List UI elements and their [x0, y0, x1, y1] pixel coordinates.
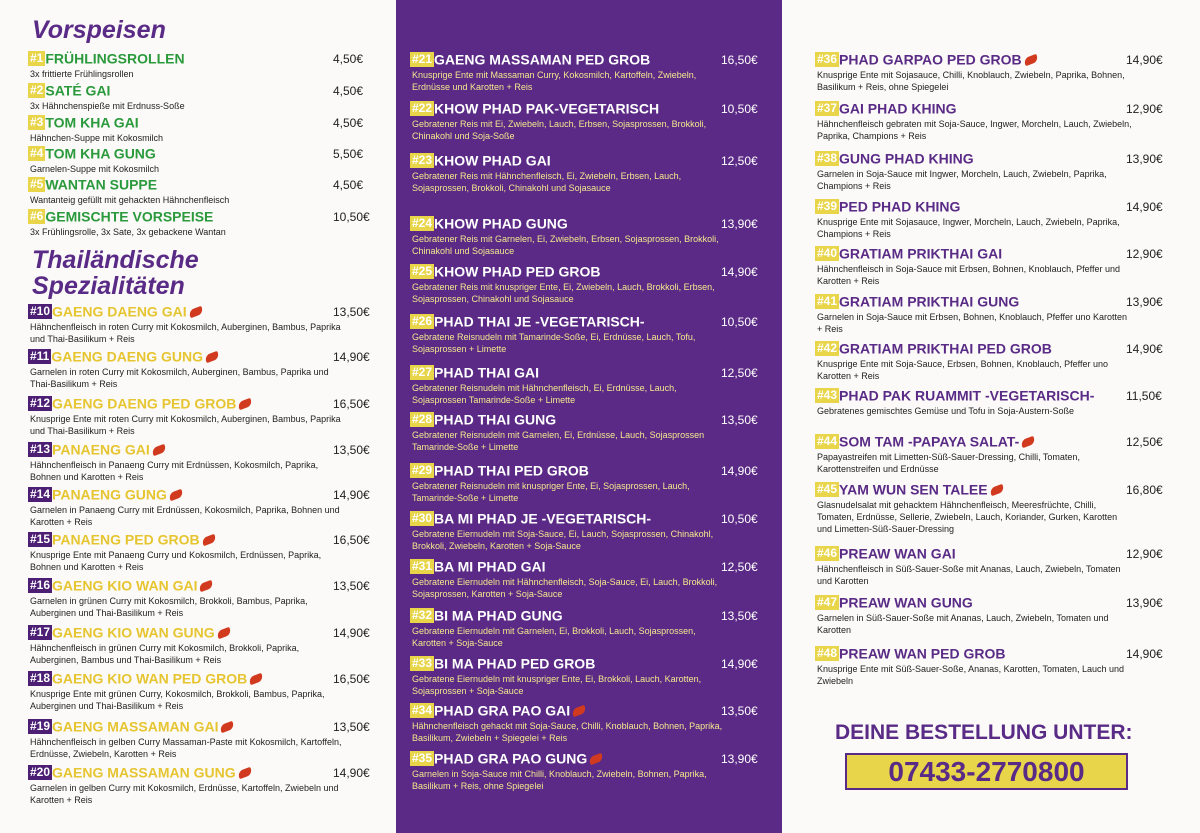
- item-price: 13,50€: [333, 305, 370, 319]
- item-price: 13,50€: [721, 704, 758, 718]
- item-name: WANTAN SUPPE: [45, 176, 158, 193]
- item-name: GRATIAM PRIKTHAI GUNG: [839, 293, 1020, 310]
- menu-item: [815, 594, 1170, 636]
- item-price: 14,90€: [333, 626, 370, 640]
- item-description: Gebratener Reis mit knuspriger Ente, Ei, Zwiebeln, Lauch, Brokkoli, Erbsen, Sojasprossen, Chinakohl und Sojasauce: [412, 282, 715, 304]
- item-price: 13,50€: [333, 720, 370, 734]
- menu-item: [815, 387, 1170, 417]
- menu-item-header: [28, 114, 373, 132]
- item-description: Glasnudelsalat mit gehacktem Hähnchenfleisch, Meeresfrüchte, Chilli, Tomaten, Erdnüsse, Sellerie, Zwiebeln, Lauch, Koriander, Gurken, Karotten und Limetten-Süß-Sauer-Dressing: [817, 500, 1118, 534]
- menu-item-header: [815, 293, 1170, 311]
- menu-item-header: [815, 340, 1170, 358]
- item-name: GAENG KIO WAN GAI: [52, 577, 198, 594]
- item-price: 13,50€: [333, 443, 370, 457]
- menu-item: [815, 100, 1170, 142]
- item-description: Gebratener Reisnudeln mit knuspriger Ente, Ei, Sojasprossen, Lauch, Tamarinde-Soße + Limette: [412, 481, 690, 503]
- item-name: PHAD THAI JE -VEGETARISCH-: [434, 313, 645, 330]
- chili-icon: [151, 444, 167, 456]
- item-description: Gebratenes gemischtes Gemüse und Tofu in Soja-Austern-Soße: [817, 406, 1074, 416]
- item-price: 13,90€: [1126, 596, 1163, 610]
- item-number-badge: #13: [30, 442, 51, 457]
- item-name: KHOW PHAD PAK-VEGETARISCH: [434, 100, 660, 117]
- item-price: 12,90€: [1126, 547, 1163, 561]
- item-price: 13,90€: [1126, 152, 1163, 166]
- menu-item-header: [410, 702, 770, 720]
- item-price: 16,50€: [333, 533, 370, 547]
- item-name: PHAD THAI GUNG: [434, 411, 557, 428]
- item-number-badge: #30: [412, 511, 433, 526]
- item-name: KHOW PHAD PED GROB: [434, 263, 601, 280]
- menu-item-header: [28, 348, 373, 366]
- item-description: Gebratene Eiernudeln mit Hähnchenfleisch, Soja-Sauce, Ei, Lauch, Brokkoli, Sojasprossen, Karotten + Soja-Sauce: [412, 577, 718, 599]
- vorspeisen-title: Vorspeisen: [32, 16, 166, 44]
- item-price: 11,50€: [1126, 389, 1162, 403]
- menu-item: [410, 313, 770, 355]
- menu-item-header: [815, 387, 1170, 405]
- chili-icon: [188, 306, 204, 318]
- menu-item: [410, 411, 770, 453]
- phone-number[interactable]: 07433-2770800: [845, 753, 1128, 790]
- menu-item-header: [410, 364, 770, 382]
- item-price: 4,50€: [333, 116, 364, 130]
- menu-item-header: [410, 313, 770, 331]
- menu-item: [815, 340, 1170, 382]
- menu-item: [28, 82, 373, 112]
- menu-item: [410, 152, 770, 194]
- item-price: 12,50€: [1126, 435, 1163, 449]
- item-name: PHAD PAK RUAMMIT -VEGETARISCH-: [839, 387, 1095, 404]
- menu-item: [815, 51, 1170, 93]
- menu-item-header: [28, 145, 373, 163]
- item-name: KHOW PHAD GAI: [434, 152, 551, 169]
- item-number-badge: #39: [817, 199, 838, 214]
- item-number-badge: #34: [412, 703, 433, 718]
- item-number-badge: #42: [817, 341, 838, 356]
- item-description: Hähnchenfleisch in roten Curry mit Kokosmilch, Auberginen, Bambus, Paprika und Thai-Basilikum + Reis: [30, 322, 341, 344]
- menu-item-header: [28, 624, 373, 642]
- menu-item: [410, 215, 770, 257]
- chili-icon: [204, 351, 220, 363]
- menu-item: [28, 531, 373, 573]
- item-price: 13,90€: [721, 217, 758, 231]
- item-description: Knusprige Ente mit Sojasauce, Ingwer, Morcheln, Lauch, Zwiebeln, Paprika, Champions + Reis: [817, 217, 1120, 239]
- menu-item: [410, 100, 770, 142]
- menu-item-header: [28, 486, 373, 504]
- item-number-badge: #16: [30, 578, 51, 593]
- item-name: TOM KHA GUNG: [45, 145, 156, 162]
- menu-item: [28, 348, 373, 390]
- item-number-badge: #44: [817, 434, 838, 449]
- item-price: 14,90€: [333, 350, 370, 364]
- item-name: GAENG DAENG PED GROB: [52, 395, 237, 412]
- item-description: Garnelen in gelben Curry mit Kokosmilch, Erdnüsse, Kartoffeln, Zwiebeln und Karotten + Reis: [30, 783, 339, 805]
- item-name: PANAENG GAI: [52, 441, 150, 458]
- item-number-badge: #20: [30, 765, 51, 780]
- item-price: 14,90€: [721, 265, 758, 279]
- item-description: Knusprige Ente mit Soja-Sauce, Erbsen, Bohnen, Knoblauch, Pfeffer uno Karotten + Reis: [817, 359, 1109, 381]
- menu-item-header: [28, 531, 373, 549]
- menu-item-header: [28, 670, 373, 688]
- item-description: Knusprige Ente mit Süß-Sauer-Soße, Ananas, Karotten, Tomaten, Lauch und Zwiebeln: [817, 664, 1125, 686]
- item-number-badge: #48: [817, 646, 838, 661]
- item-name: GAENG DAENG GAI: [52, 303, 187, 320]
- menu-item-header: [815, 51, 1170, 69]
- item-name: KHOW PHAD GUNG: [434, 215, 568, 232]
- menu-item: [410, 655, 770, 697]
- menu-item: [410, 558, 770, 600]
- item-price: 16,50€: [333, 397, 370, 411]
- menu-item-header: [815, 645, 1170, 663]
- item-description: Gebratene Eiernudeln mit knuspriger Ente, Ei, Brokkoli, Lauch, Karotten, Sojasprossen + Soja-Sauce: [412, 674, 702, 696]
- item-name: PHAD GRA PAO GUNG: [434, 750, 588, 767]
- item-number-badge: #43: [817, 388, 838, 403]
- chili-icon: [199, 580, 215, 592]
- item-name: BI MA PHAD PED GROB: [434, 655, 596, 672]
- item-name: PHAD THAI GAI: [434, 364, 540, 381]
- item-number-badge: #28: [412, 412, 433, 427]
- item-number-badge: #33: [412, 656, 433, 671]
- menu-item-header: [410, 263, 770, 281]
- menu-item-header: [410, 152, 770, 170]
- item-name: TOM KHA GAI: [45, 114, 139, 131]
- left-column: [0, 0, 385, 833]
- item-description: Gebratener Reis mit Ei, Zwiebeln, Lauch, Erbsen, Sojasprossen, Brokkoli, Chinakohl und Soja-Soße: [412, 119, 707, 141]
- item-description: Garnelen in Panaeng Curry mit Erdnüssen, Kokosmilch, Paprika, Bohnen und Karotten + Reis: [30, 505, 340, 527]
- item-number-badge: #35: [412, 751, 433, 766]
- menu-item-header: [28, 441, 373, 459]
- menu-item: [28, 670, 373, 712]
- menu-item-header: [410, 750, 770, 768]
- chili-icon: [989, 484, 1005, 496]
- menu-item: [410, 364, 770, 406]
- item-description: 3x Frühlingsrolle, 3x Sate, 3x gebackene Wantan: [30, 227, 226, 237]
- item-price: 13,50€: [721, 413, 758, 427]
- item-price: 12,50€: [721, 154, 758, 168]
- item-number-badge: #45: [817, 482, 838, 497]
- menu-item-header: [410, 655, 770, 673]
- menu-item: [815, 198, 1170, 240]
- item-name: SATÉ GAI: [45, 82, 111, 99]
- item-description: Knusprige Ente mit grünen Curry, Kokosmilch, Brokkoli, Bambus, Paprika, Auberginen und Thai-Basilikum + Reis: [30, 689, 325, 711]
- item-number-badge: #6: [30, 209, 44, 224]
- item-number-badge: #12: [30, 396, 51, 411]
- menu-item-header: [28, 82, 373, 100]
- item-name: GAENG MASSAMAN GAI: [52, 718, 219, 735]
- item-description: Knusprige Ente mit Panaeng Curry und Kokosmilch, Erdnüssen, Paprika, Bohnen und Karotten + Reis: [30, 550, 322, 572]
- item-number-badge: #26: [412, 314, 433, 329]
- item-description: Garnelen in grünen Curry mit Kokosmilch, Brokkoli, Bambus, Paprika, Auberginen und Thai-Basilikum + Reis: [30, 596, 308, 618]
- item-number-badge: #24: [412, 216, 433, 231]
- chili-icon: [220, 721, 236, 733]
- menu-item-header: [410, 558, 770, 576]
- item-price: 14,90€: [333, 488, 370, 502]
- menu-item: [815, 433, 1170, 475]
- menu-item: [410, 263, 770, 305]
- item-price: 14,90€: [1126, 53, 1163, 67]
- item-description: Hähnchenfleisch gebraten mit Soja-Sauce, Ingwer, Morcheln, Lauch, Zwiebeln, Paprika, Champions + Reis: [817, 119, 1132, 141]
- item-price: 5,50€: [333, 147, 364, 161]
- item-number-badge: #37: [817, 101, 838, 116]
- menu-item-header: [410, 510, 770, 528]
- order-title: DEINE BESTELLUNG UNTER:: [835, 721, 1133, 744]
- item-name: GEMISCHTE VORSPEISE: [45, 208, 214, 225]
- item-name: PREAW WAN GAI: [839, 545, 956, 562]
- item-description: Hähnchenfleisch in Panaeng Curry mit Erdnüssen, Kokosmilch, Paprika, Bohnen und Karotten + Reis: [30, 460, 319, 482]
- chili-icon: [201, 534, 217, 546]
- item-number-badge: #25: [412, 264, 433, 279]
- item-price: 4,50€: [333, 84, 364, 98]
- item-name: BA MI PHAD GAI: [434, 558, 546, 575]
- menu-item: [410, 607, 770, 649]
- item-price: 14,90€: [721, 657, 758, 671]
- item-description: Hähnchenfleisch in grünen Curry mit Kokosmilch, Brokkoli, Paprika, Auberginen, Bambus und Thai-Basilikum + Reis: [30, 643, 300, 665]
- item-name: GAENG DAENG GUNG: [51, 348, 204, 365]
- item-number-badge: #18: [30, 671, 51, 686]
- item-description: Garnelen in Soja-Sauce mit Chilli, Knoblauch, Zwiebeln, Bohnen, Paprika, Basilikum + Reis, ohne Spiegelei: [412, 769, 707, 791]
- menu-item-header: [815, 100, 1170, 118]
- item-description: Papayastreifen mit Limetten-Süß-Sauer-Dressing, Chilli, Tomaten, Karottenstreifen und Erdnüsse: [817, 452, 1080, 474]
- item-number-badge: #10: [30, 304, 51, 319]
- spezialitaeten-title-1: Thailändische: [32, 246, 199, 274]
- menu-item: [28, 486, 373, 528]
- item-price: 14,90€: [1126, 342, 1163, 356]
- item-number-badge: #22: [412, 101, 433, 116]
- menu-item: [28, 50, 373, 80]
- menu-item-header: [410, 411, 770, 429]
- item-description: Hähnchen-Suppe mit Kokosmilch: [30, 133, 164, 143]
- item-number-badge: #14: [30, 487, 51, 502]
- item-description: 3x Hähnchenspieße mit Erdnuss-Soße: [30, 101, 185, 111]
- menu-item: [28, 114, 373, 144]
- item-description: Gebratene Eiernudeln mit Soja-Sauce, Ei, Lauch, Sojasprossen, Chinakohl, Brokkoli, Zwiebeln, Karotten + Soja-Sauce: [412, 529, 714, 551]
- item-number-badge: #36: [817, 52, 838, 67]
- menu-item-header: [28, 50, 373, 68]
- menu-item: [28, 176, 373, 206]
- item-price: 12,50€: [721, 366, 758, 380]
- item-description: Hähnchenfleisch in gelben Curry Massaman-Paste mit Kokosmilch, Kartoffeln, Erdnüsse, Zwiebeln, Karotten + Reis: [30, 737, 342, 759]
- item-number-badge: #46: [817, 546, 838, 561]
- item-description: Garnelen in Soja-Sauce mit Erbsen, Bohnen, Knoblauch, Pfeffer uno Karotten + Reis: [817, 312, 1128, 334]
- item-number-badge: #19: [30, 719, 51, 734]
- item-number-badge: #4: [30, 146, 44, 161]
- menu-item-header: [28, 395, 373, 413]
- menu-item: [815, 545, 1170, 587]
- item-name: GAENG MASSAMAN PED GROB: [434, 51, 651, 68]
- menu-item: [28, 764, 373, 806]
- chili-icon: [216, 627, 232, 639]
- menu-item: [815, 645, 1170, 687]
- menu-item: [28, 395, 373, 437]
- item-number-badge: #3: [30, 115, 44, 130]
- item-price: 10,50€: [721, 315, 758, 329]
- item-number-badge: #23: [412, 153, 433, 168]
- item-name: BI MA PHAD GUNG: [434, 607, 563, 624]
- item-name: GAENG KIO WAN GUNG: [52, 624, 215, 641]
- chili-icon: [1020, 436, 1036, 448]
- item-description: Gebratener Reis mit Garnelen, Ei, Zwiebeln, Erbsen, Sojasprossen, Brokkoli, Chinakohl und Sojasauce: [412, 234, 719, 256]
- item-price: 13,50€: [333, 579, 370, 593]
- menu-item: [28, 145, 373, 175]
- item-description: Hähnchenfleisch in Süß-Sauer-Soße mit Ananas, Lauch, Zwiebeln, Tomaten und Karotten: [817, 564, 1121, 586]
- item-price: 14,90€: [1126, 200, 1163, 214]
- item-price: 4,50€: [333, 178, 364, 192]
- menu-item: [28, 303, 373, 345]
- item-name: PHAD GARPAO PED GROB: [839, 51, 1022, 68]
- item-name: PANAENG GUNG: [52, 486, 167, 503]
- item-price: 16,50€: [721, 53, 758, 67]
- right-column: [800, 0, 1200, 833]
- item-price: 13,90€: [1126, 295, 1163, 309]
- item-price: 12,90€: [1126, 102, 1163, 116]
- chili-icon: [168, 489, 184, 501]
- item-description: Gebratener Reisnudeln mit Garnelen, Ei, Erdnüsse, Lauch, Sojasprossen Tamarinde-Soße + Limette: [412, 430, 705, 452]
- item-name: FRÜHLINGSROLLEN: [45, 50, 185, 67]
- menu-item: [410, 462, 770, 504]
- chili-icon: [248, 673, 264, 685]
- menu-item: [815, 150, 1170, 192]
- item-description: Hähnchenfleisch gehackt mit Soja-Sauce, Chilli, Knoblauch, Bohnen, Paprika, Basilikum, Zwiebeln + Spiegelei + Reis: [412, 721, 723, 743]
- item-description: Knusprige Ente mit Sojasauce, Chilli, Knoblauch, Zwiebeln, Paprika, Bohnen, Basilikum + Reis, ohne Spiegelei: [817, 70, 1125, 92]
- item-name: PHAD THAI PED GROB: [434, 462, 589, 479]
- item-number-badge: #5: [30, 177, 44, 192]
- item-number-badge: #11: [30, 349, 50, 364]
- item-name: PREAW WAN GUNG: [839, 594, 973, 611]
- item-name: GAENG MASSAMAN GUNG: [52, 764, 236, 781]
- item-name: GAI PHAD KHING: [839, 100, 957, 117]
- menu-item: [410, 702, 770, 744]
- item-description: Gebratene Eiernudeln mit Garnelen, Ei, Brokkoli, Lauch, Sojasprossen, Karotten + Soja-Sauce: [412, 626, 696, 648]
- item-number-badge: #38: [817, 151, 838, 166]
- chili-icon: [588, 753, 604, 765]
- menu-item: [410, 750, 770, 792]
- menu-item-header: [815, 481, 1170, 499]
- menu-item-header: [28, 208, 373, 226]
- menu-item-header: [410, 51, 770, 69]
- item-price: 16,80€: [1126, 483, 1163, 497]
- item-description: Knusprige Ente mit Massaman Curry, Kokosmilch, Kartoffeln, Zwiebeln, Erdnüsse und Karotten + Reis: [412, 70, 697, 92]
- chili-icon: [237, 398, 253, 410]
- menu-item-header: [815, 150, 1170, 168]
- item-description: Garnelen in roten Curry mit Kokosmilch, Auberginen, Bambus, Paprika und Thai-Basilikum + Reis: [30, 367, 329, 389]
- item-description: Knusprige Ente mit roten Curry mit Kokosmilch, Auberginen, Bambus, Paprika und Thai-Basilikum + Reis: [30, 414, 341, 436]
- menu-item-header: [410, 607, 770, 625]
- menu-item: [815, 245, 1170, 287]
- menu-item-header: [410, 462, 770, 480]
- item-price: 10,50€: [721, 512, 758, 526]
- chili-icon: [571, 705, 587, 717]
- item-price: 14,90€: [333, 766, 370, 780]
- menu-item-header: [28, 176, 373, 194]
- item-price: 14,90€: [721, 464, 758, 478]
- item-number-badge: #32: [412, 608, 433, 623]
- item-price: 10,50€: [333, 210, 370, 224]
- menu-item-header: [410, 215, 770, 233]
- item-description: 3x frittierte Frühlingsrollen: [30, 69, 134, 79]
- item-number-badge: #17: [30, 625, 51, 640]
- item-description: Garnelen in Süß-Sauer-Soße mit Ananas, Lauch, Zwiebeln, Tomaten und Karotten: [817, 613, 1109, 635]
- menu-item: [28, 208, 373, 238]
- item-number-badge: #41: [817, 294, 838, 309]
- item-name: PHAD GRA PAO GAI: [434, 702, 571, 719]
- item-price: 13,50€: [721, 609, 758, 623]
- item-name: YAM WUN SEN TALEE: [839, 481, 988, 498]
- item-number-badge: #15: [30, 532, 51, 547]
- menu-item: [28, 624, 373, 666]
- spezialitaeten-title-2: Spezialitäten: [32, 272, 185, 300]
- item-name: PED PHAD KHING: [839, 198, 961, 215]
- menu-item-header: [815, 594, 1170, 612]
- menu-item: [410, 51, 770, 93]
- item-name: GRATIAM PRIKTHAI GAI: [839, 245, 1003, 262]
- item-number-badge: #1: [30, 51, 44, 66]
- item-description: Gebratener Reis mit Hähnchenfleisch, Ei, Zwiebeln, Erbsen, Lauch, Sojasprossen, Brokkoli, Chinakohl und Sojasauce: [412, 171, 682, 193]
- menu-item: [28, 441, 373, 483]
- menu-item: [410, 510, 770, 552]
- item-price: 14,90€: [1126, 647, 1163, 661]
- item-description: Garnelen-Suppe mit Kokosmilch: [30, 164, 160, 174]
- item-number-badge: #2: [30, 83, 44, 98]
- item-name: BA MI PHAD JE -VEGETARISCH-: [434, 510, 652, 527]
- item-number-badge: #40: [817, 246, 838, 261]
- item-number-badge: #21: [412, 52, 433, 67]
- menu-item-header: [28, 718, 373, 736]
- item-number-badge: #47: [817, 595, 838, 610]
- item-description: Gebratener Reisnudeln mit Hähnchenfleisch, Ei, Erdnüsse, Lauch, Sojasprossen Tamarinde-Soße + Limette: [412, 383, 677, 405]
- menu-item-header: [28, 577, 373, 595]
- chili-icon: [237, 767, 253, 779]
- menu-item-header: [815, 245, 1170, 263]
- menu-item: [28, 577, 373, 619]
- item-name: GUNG PHAD KHING: [839, 150, 974, 167]
- menu-item-header: [28, 303, 373, 321]
- item-description: Hähnchenfleisch in Soja-Sauce mit Erbsen, Bohnen, Knoblauch, Pfeffer und Karotten + Reis: [817, 264, 1121, 286]
- item-number-badge: #27: [412, 365, 433, 380]
- item-name: GRATIAM PRIKTHAI PED GROB: [839, 340, 1052, 357]
- chili-icon: [1023, 54, 1039, 66]
- menu-item-header: [28, 764, 373, 782]
- item-price: 10,50€: [721, 102, 758, 116]
- middle-column: [388, 0, 793, 833]
- item-name: SOM TAM -PAPAYA SALAT-: [839, 433, 1020, 450]
- item-name: PREAW WAN PED GROB: [839, 645, 1006, 662]
- item-price: 16,50€: [333, 672, 370, 686]
- menu-item: [815, 481, 1170, 535]
- item-description: Wantanteig gefüllt mit gehackten Hähnchenfleisch: [30, 195, 230, 205]
- item-number-badge: #31: [412, 559, 433, 574]
- item-price: 4,50€: [333, 52, 364, 66]
- item-name: GAENG KIO WAN PED GROB: [52, 670, 248, 687]
- item-price: 13,90€: [721, 752, 758, 766]
- menu-item: [28, 718, 373, 760]
- menu-item: [815, 293, 1170, 335]
- item-number-badge: #29: [412, 463, 433, 478]
- menu-item-header: [815, 433, 1170, 451]
- item-name: PANAENG PED GROB: [52, 531, 200, 548]
- item-price: 12,50€: [721, 560, 758, 574]
- menu-item-header: [815, 545, 1170, 563]
- menu-item-header: [410, 100, 770, 118]
- item-description: Garnelen in Soja-Sauce mit Ingwer, Morcheln, Lauch, Zwiebeln, Paprika, Champions + Reis: [817, 169, 1107, 191]
- item-description: Gebratene Reisnudeln mit Tamarinde-Soße, Ei, Erdnüsse, Lauch, Tofu, Sojasprossen + Limette: [412, 332, 696, 354]
- item-price: 12,90€: [1126, 247, 1163, 261]
- menu-item-header: [815, 198, 1170, 216]
